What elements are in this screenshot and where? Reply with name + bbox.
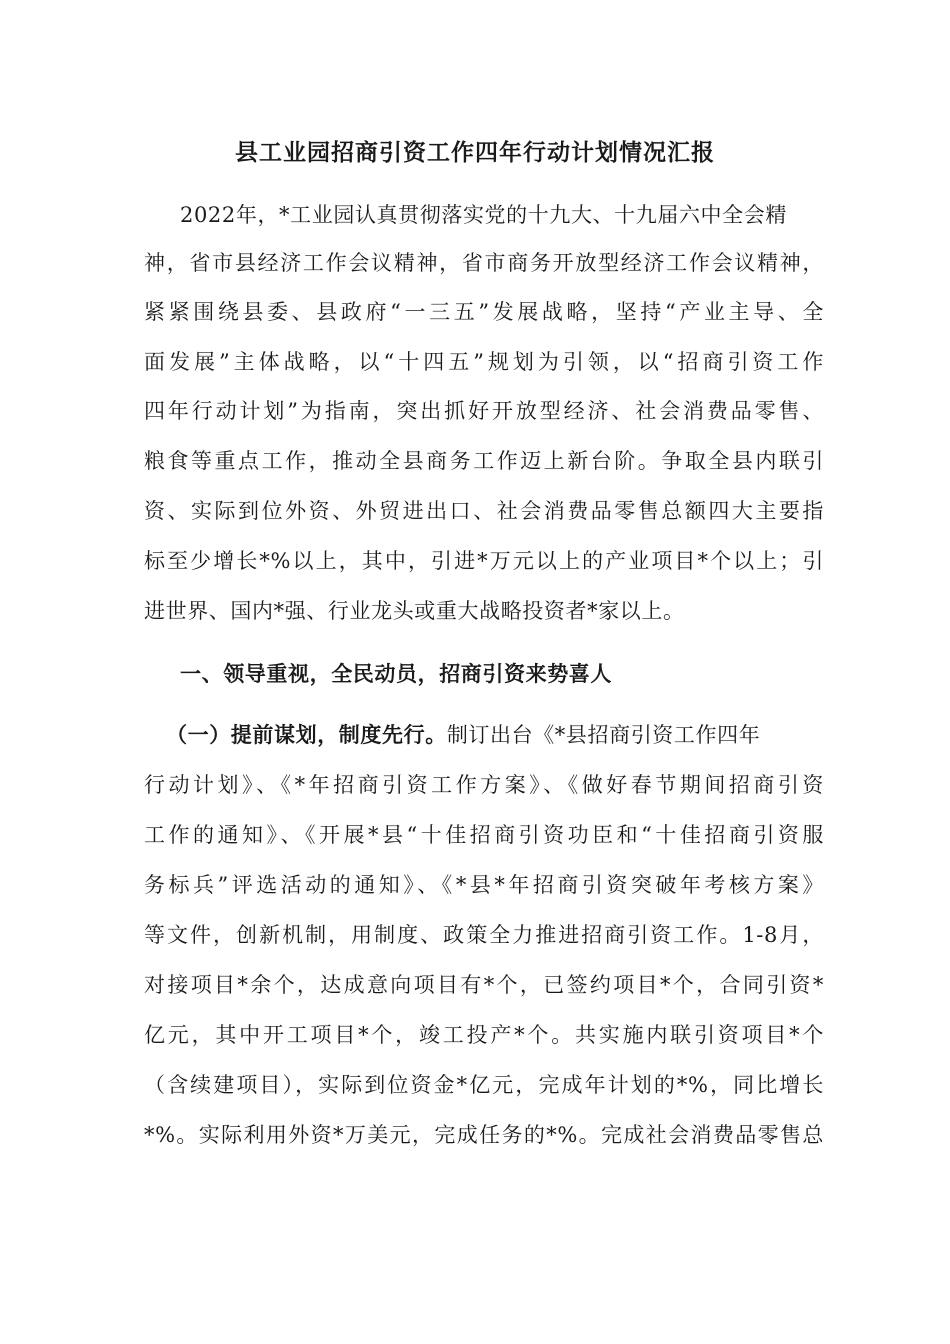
intro-line: 标至少增长*%以上，其中，引进*万元以上的产业项目*个以上；引 — [144, 549, 824, 573]
document-title: 县工业园招商引资工作四年行动计划情况汇报 — [235, 139, 715, 166]
intro-line: 进世界、国内*强、行业龙头或重大战略投资者*家以上。 — [144, 599, 685, 623]
intro-line: 四年行动计划”为指南，突出抓好开放型经济、社会消费品零售、 — [144, 399, 824, 423]
subsection-line: 工作的通知》、《开展*县“十佳招商引资功臣和“十佳招商引资服 — [144, 823, 824, 847]
intro-line: 神，省市县经济工作会议精神，省市商务开放型经济工作会议精神， — [144, 251, 824, 275]
intro-line: 2022年，*工业园认真贯彻落实党的十九大、十九届六中全会精 — [180, 203, 787, 227]
subsection-heading: （一）提前谋划，制度先行。 — [166, 722, 447, 747]
subsection-line: 务标兵”评选活动的通知》、《*县*年招商引资突破年考核方案》 — [144, 873, 824, 897]
subsection-line: *%。实际利用外资*万美元，完成任务的*%。完成社会消费品零售总 — [144, 1123, 824, 1147]
section-heading: 一、领导重视，全民动员，招商引资来势喜人 — [180, 661, 612, 686]
subsection-first-line — [166, 720, 824, 750]
intro-line: 资、实际到位外资、外贸进出口、社会消费品零售总额四大主要指 — [144, 499, 824, 523]
intro-line: 紧紧围绕县委、县政府“一三五”发展战略，坚持“产业主导、全 — [144, 300, 824, 324]
subsection-line: 亿元，其中开工项目*个，竣工投产*个。共实施内联引资项目*个 — [144, 1023, 824, 1047]
subsection-line: 等文件，创新机制，用制度、政策全力推进招商引资工作。1-8月， — [144, 923, 824, 947]
intro-line: 粮食等重点工作，推动全县商务工作迈上新台阶。争取全县内联引 — [144, 449, 824, 473]
subsection-line: 对接项目*余个，达成意向项目有*个，已签约项目*个，合同引资* — [144, 973, 824, 997]
intro-line: 面发展”主体战略，以“十四五”规划为引领，以“招商引资工作 — [144, 350, 824, 374]
subsection-line: （含续建项目），实际到位资金*亿元，完成年计划的*%，同比增长 — [144, 1073, 824, 1097]
subsection-line: 行动计划》、《*年招商引资工作方案》、《做好春节期间招商引资 — [144, 773, 824, 797]
subsection-line: 制订出台《*县招商引资工作四年 — [446, 723, 761, 747]
